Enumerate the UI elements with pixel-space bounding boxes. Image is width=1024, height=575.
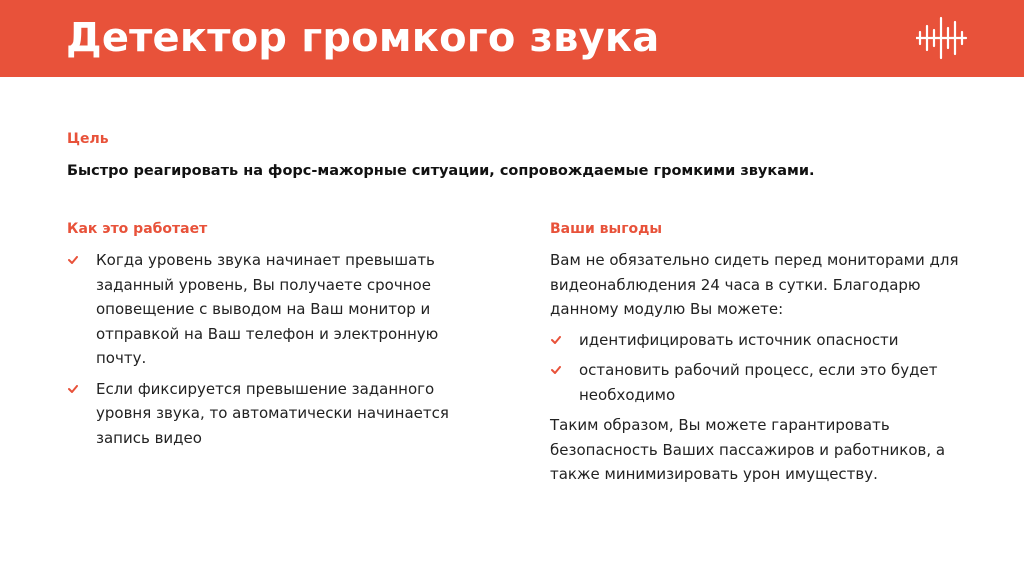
- goal-label: Цель: [67, 131, 109, 147]
- benefits-list: [550, 328, 970, 408]
- check-icon: [551, 336, 561, 344]
- how-it-works-list: [67, 248, 487, 450]
- benefits-intro: Вам не обязательно сидеть перед мониторами для видеонаблюдения 24 часа в сутки. Благодарю данному модулю Вы можете:: [550, 251, 959, 318]
- list-item-text: Если фиксируется превышение заданного уровня звука, то автоматически начинается запись видео: [96, 379, 449, 447]
- list-item-text: остановить рабочий процесс, если это будет необходимо: [579, 361, 938, 404]
- benefits-conclusion: Таким образом, Вы можете гарантировать безопасность Ваших пассажиров и работников, а также минимизировать урон имуществу.: [550, 416, 946, 483]
- check-icon: [68, 256, 78, 264]
- list-item: [67, 248, 487, 371]
- check-icon: [68, 385, 78, 393]
- benefits-column: [550, 248, 970, 493]
- page-title: Детектор громкого звука: [66, 15, 660, 61]
- sound-wave-logo-icon: [916, 14, 968, 62]
- goal-text: Быстро реагировать на форс-мажорные ситуации, сопровождаемые громкими звуками.: [67, 163, 815, 179]
- check-icon: [551, 366, 561, 374]
- list-item-text: идентифицировать источник опасности: [579, 330, 899, 349]
- header-bar: [0, 0, 1024, 77]
- benefits-label: Ваши выгоды: [550, 221, 663, 237]
- list-item: [550, 358, 970, 407]
- how-it-works-column: [67, 248, 487, 456]
- list-item: [550, 328, 970, 353]
- list-item: [67, 377, 487, 451]
- how-it-works-label: Как это работает: [67, 221, 208, 237]
- list-item-text: Когда уровень звука начинает превышать заданный уровень, Вы получаете срочное оповещение с выводом на Ваш монитор и отправкой на Ваш телефон и электронную почту.: [96, 251, 439, 367]
